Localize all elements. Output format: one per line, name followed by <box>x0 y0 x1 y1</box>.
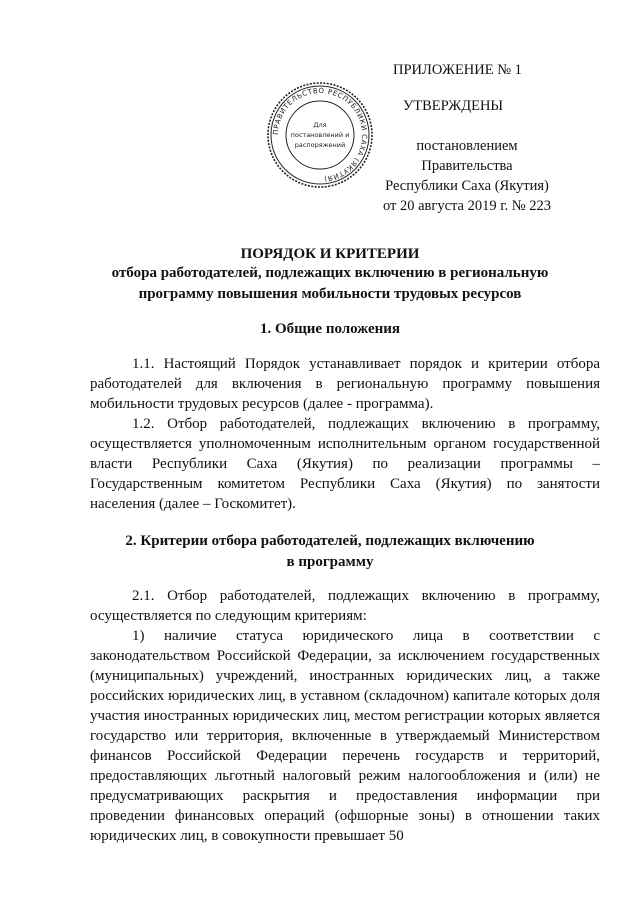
paragraph-2-1-item-1: 1) наличие статуса юридического лица в соответствии с законодательством Российской Федерации, за исключением государственных (муниципальных) учреждений, иностранных юридических лиц, а также российских юридических лиц, в уставном (складочном) капитале которых доля участия иностранных юридических лиц, местом регистрации которых является государство или территория, включенные в утверждаемый Министерством финансов Российской Федерации перечень государств и территорий, предоставляющих льготный налоговый режим налогообложения и (или) не предусматривающих раскрытия и предоставления информации при проведении финансовых операций (офшорные зоны) в отношении таких юридических лиц, в совокупности превышает 50 <box>90 628 600 844</box>
paragraph-1-2: 1.2. Отбор работодателей, подлежащих включению в программу, осуществляется уполномоченным исполнительным органом государственной власти Республики Саха (Якутия) по реализации программы – Государственным комитетом Республики Саха (Якутия) по занятости населения (далее – Госкомитет). <box>90 416 600 512</box>
section-1-heading: 1. Общие положения <box>259 321 401 337</box>
seal-inner-text-2: постановлений и <box>290 131 350 139</box>
decree-line-3: от 20 августа 2019 г. № 223 <box>382 198 552 214</box>
document-subtitle: отбора работодателей, подлежащих включению в региональную программу повышения мобильности трудовых ресурсов <box>111 265 549 302</box>
section-2-heading-line-1: 2. Критерии отбора работодателей, подлежащих включению <box>125 533 535 549</box>
decree-reference <box>371 136 563 216</box>
approved-label: УТВЕРЖДЕНЫ <box>403 98 504 114</box>
section-2-body <box>90 586 600 846</box>
seal-outer-text: ПРАВИТЕЛЬСТВО РЕСПУБЛИКИ САХА (ЯКУТИЯ) <box>271 86 369 183</box>
appendix-label: ПРИЛОЖЕНИЕ № 1 <box>393 62 522 78</box>
decree-line-1: постановлением Правительства <box>416 138 518 174</box>
section-2-heading-line-2: в программу <box>286 554 374 570</box>
paragraph-1-1: 1.1. Настоящий Порядок устанавливает порядок и критерии отбора работодателей для включения в региональную программу повышения мобильности трудовых ресурсов (далее - программа). <box>90 356 600 412</box>
seal-inner-text-1: Для <box>313 121 327 129</box>
document-title: ПОРЯДОК И КРИТЕРИИ <box>240 246 420 262</box>
section-1-body <box>90 354 600 514</box>
official-seal <box>265 80 375 190</box>
decree-line-2: Республики Саха (Якутия) <box>385 178 549 194</box>
section-2-heading <box>90 531 570 573</box>
paragraph-2-1: 2.1. Отбор работодателей, подлежащих включению в программу, осуществляется по следующим критериям: <box>90 588 600 624</box>
seal-inner-text-3: распоряжений <box>294 141 346 149</box>
